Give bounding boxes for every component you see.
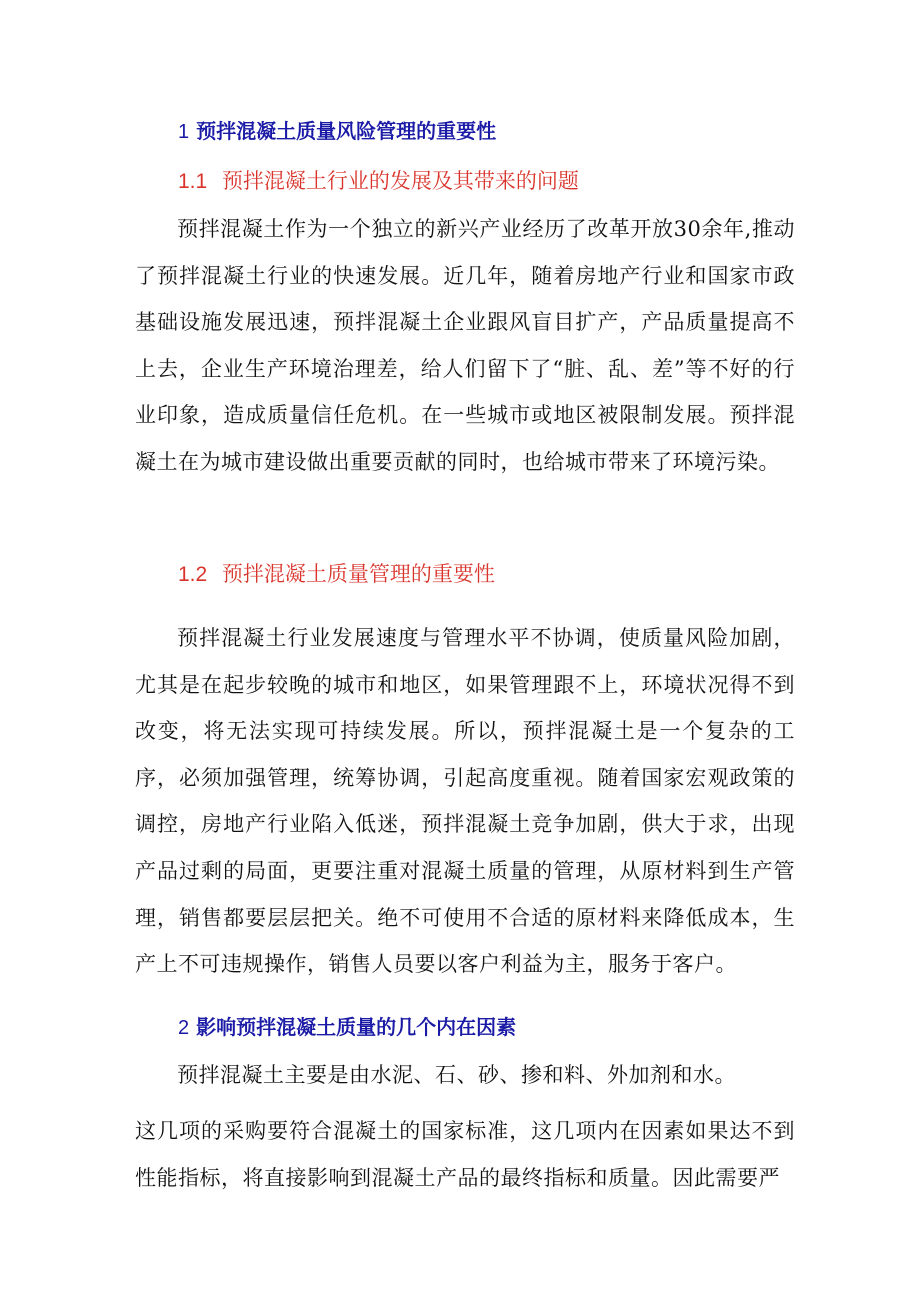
section-1-heading	[178, 117, 838, 146]
section-2-paragraph-1: 预拌混凝土主要是由水泥、石、砂、掺和料、外加剂和水。	[177, 1063, 736, 1087]
section-1-1-number: 1.1	[178, 170, 208, 193]
section-1-2-heading	[178, 560, 838, 589]
section-2-number: 2	[178, 1017, 190, 1039]
section-2-paragraph-2: 这几项的采购要符合混凝土的国家标准，这几项内在因素如果达不到性能指标，将直接影响到混凝土产品的最终指标和质量。因此需要严	[135, 1119, 795, 1190]
section-1-number: 1	[178, 121, 190, 143]
section-1-title: 预拌混凝土质量风险管理的重要性	[196, 119, 497, 143]
section-2-title: 影响预拌混凝土质量的几个内在因素	[196, 1015, 517, 1039]
section-1-1-heading	[178, 167, 838, 196]
section-1-2-number: 1.2	[178, 563, 208, 586]
section-1-1-paragraph: 预拌混凝土作为一个独立的新兴产业经历了改革开放30余年,推动了预拌混凝土行业的快速发展。近几年，随着房地产行业和国家市政基础设施发展迅速，预拌混凝土企业跟风盲目扩产，产品质量提高不上去，企业生产环境治理差，给人们留下了“脏、乱、差”等不好的行业印象，造成质量信任危机。在一些城市或地区被限制发展。预拌混凝土在为城市建设做出重要贡献的同时，也给城市带来了环境污染。	[135, 217, 795, 474]
section-2-heading	[178, 1013, 838, 1042]
section-1-2-title: 预拌混凝土质量管理的重要性	[221, 562, 495, 586]
section-1-2-paragraph: 预拌混凝土行业发展速度与管理水平不协调，使质量风险加剧，尤其是在起步较晚的城市和地区，如果管理跟不上，环境状况得不到改变，将无法实现可持续发展。所以，预拌混凝土是一个复杂的工序，必须加强管理，统筹协调，引起高度重视。随着国家宏观政策的调控，房地产行业陷入低迷，预拌混凝土竞争加剧，供大于求，出现产品过剩的局面，更要注重对混凝土质量的管理，从原材料到生产管理，销售都要层层把关。绝不可使用不合适的原材料来降低成本，生产上不可违规操作，销售人员要以客户利益为主，服务于客户。	[135, 626, 795, 977]
section-1-1-title: 预拌混凝土行业的发展及其带来的问题	[221, 169, 579, 193]
